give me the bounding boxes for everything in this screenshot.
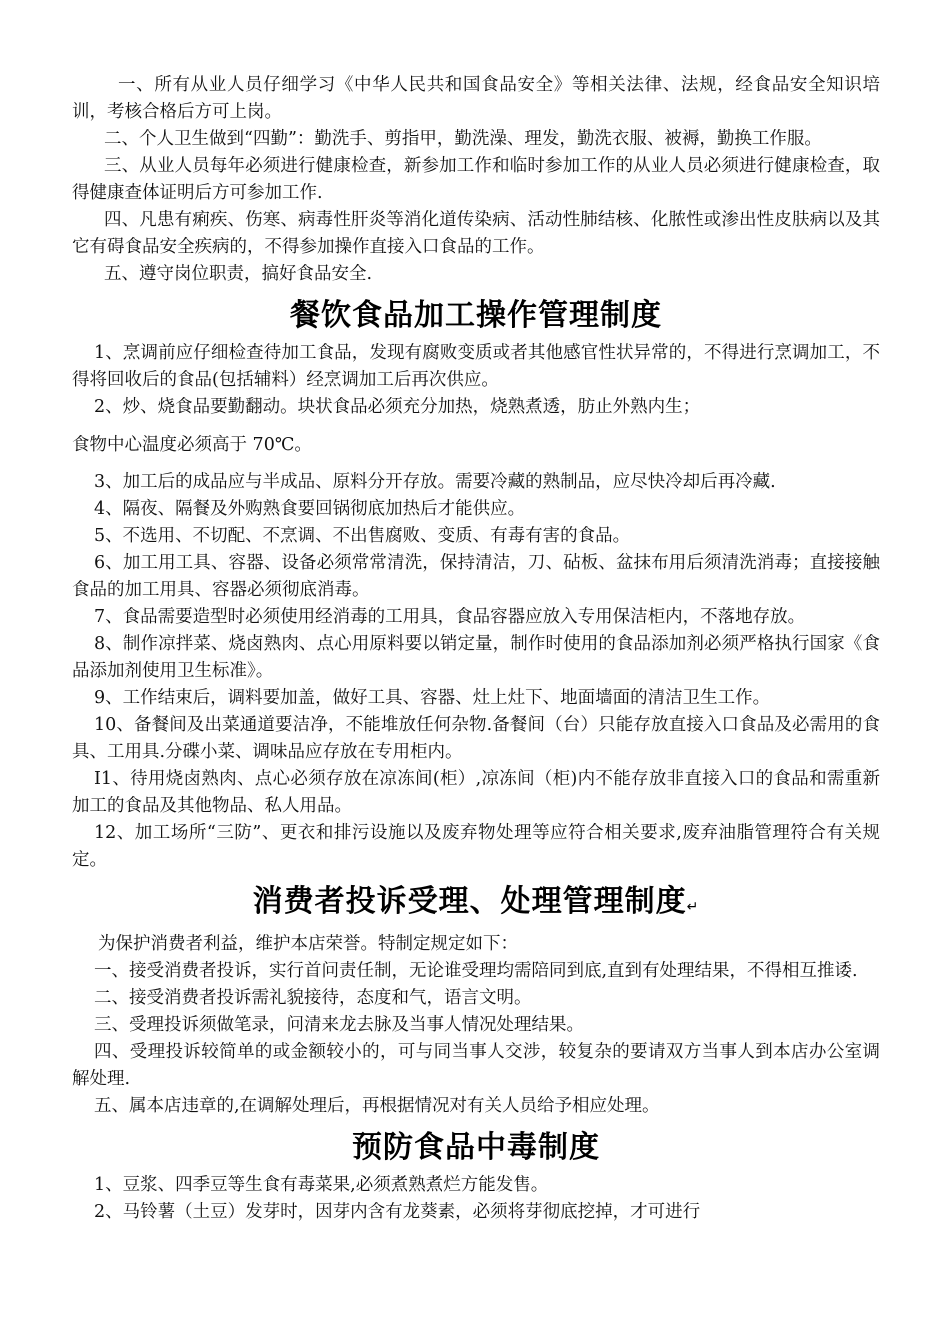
paragraph-complaints-4: 四、受理投诉较简单的或金额较小的，可与同当事人交涉，较复杂的要请双方当事人到本店办公室调解处理. [72, 1042, 880, 1089]
document-page [72, 72, 880, 1226]
paragraph-processing-9: 9、工作结束后，调料要加盖，做好工具、容器、灶上灶下、地面墙面的清洁卫生工作。 [94, 688, 771, 708]
paragraph-complaints-intro: 为保护消费者利益，维护本店荣誉。特制定规定如下： [98, 934, 518, 954]
paragraph-prevention-1: 1、豆浆、四季豆等生食有毒菜果,必须煮熟煮烂方能发售。 [94, 1175, 549, 1195]
section-title-food-processing: 餐饮食品加工操作管理制度 [290, 298, 662, 333]
section-title-poisoning-prevention: 预防食品中毒制度 [352, 1130, 600, 1165]
paragraph-processing-8: 8、制作凉拌菜、烧卤熟肉、点心用原料要以销定量，制作时使用的食品添加剂必须严格执行国家《食品添加剂使用卫生标准》。 [72, 634, 880, 681]
paragraph-rule-3: 三、从业人员每年必须进行健康检查，新参加工作和临时参加工作的从业人员必须进行健康检查，取得健康查体证明后方可参加工作. [72, 156, 880, 203]
paragraph-rule-1: 一、所有从业人员仔细学习《中华人民共和国食品安全》等相关法律、法规，经食品安全知识培训，考核合格后方可上岗。 [72, 75, 880, 122]
paragraph-processing-11: I1、待用烧卤熟肉、点心必须存放在凉冻间(柜）,凉冻间（柜)内不能存放非直接入口的食品和需重新加工的食品及其他物品、私人用品。 [72, 769, 880, 816]
paragraph-rule-4: 四、凡患有痢疾、伤寒、病毒性肝炎等消化道传染病、活动性肺结核、化脓性或渗出性皮肤病以及其它有碍食品安全疾病的，不得参加操作直接入口食品的工作。 [72, 210, 880, 257]
paragraph-mark-icon: ↵ [686, 899, 700, 915]
paragraph-processing-4: 4、隔夜、隔餐及外购熟食要回锅彻底加热后才能供应。 [94, 499, 526, 519]
paragraph-processing-7: 7、食品需要造型时必须使用经消毒的工用具，食品容器应放入专用保洁柜内，不落地存放。 [94, 607, 806, 627]
complaints-title-text: 消费者投诉受理、处理管理制度 [252, 884, 687, 919]
paragraph-complaints-5: 五、属本店违章的,在调解处理后，再根据情况对有关人员给予相应处理。 [94, 1096, 660, 1116]
section-title-complaints [72, 882, 880, 927]
paragraph-processing-6: 6、加工用工具、容器、设备必须常常清洗，保持清洁，刀、砧板、盆抹布用后须清洗消毒；直接接触食品的加工用具、容器必须彻底消毒。 [72, 553, 880, 600]
paragraph-complaints-2: 二、接受消费者投诉需礼貌接待，态度和气，语言文明。 [94, 988, 532, 1008]
paragraph-processing-3: 3、加工后的成品应与半成品、原料分开存放。需要冷藏的熟制品，应尽快冷却后再冷藏. [94, 472, 776, 492]
paragraph-complaints-1: 一、接受消费者投诉，实行首问责任制，无论谁受理均需陪同到底,直到有处理结果，不得相互推诿. [94, 961, 858, 981]
paragraph-processing-12: 12、加工场所“三防”、更衣和排污设施以及废弃物处理等应符合相关要求,废弃油脂管理符合有关规定。 [72, 823, 880, 870]
paragraph-rule-5: 五、遵守岗位职责，搞好食品安全. [104, 264, 373, 284]
paragraph-processing-10: 10、备餐间及出菜通道要洁净，不能堆放任何杂物.备餐间（台）只能存放直接入口食品及必需用的食具、工用具.分碟小菜、调味品应存放在专用柜内。 [72, 715, 880, 762]
paragraph-processing-2-cont: 食物中心温度必须高于 70℃。 [72, 435, 312, 455]
paragraph-processing-2: 2、炒、烧食品要勤翻动。块状食品必须充分加热，烧熟煮透，肪止外熟内生； [94, 397, 701, 417]
paragraph-prevention-2: 2、马铃薯（土豆）发芽时，因芽内含有龙葵素，必须将芽彻底挖掉，才可进行 [94, 1202, 701, 1222]
paragraph-complaints-3: 三、受理投诉须做笔录，问清来龙去脉及当事人情况处理结果。 [94, 1015, 584, 1035]
paragraph-processing-1: 1、烹调前应仔细检查待加工食品，发现有腐败变质或者其他感官性状异常的，不得进行烹调加工，不得将回收后的食品(包括辅料）经烹调加工后再次供应。 [72, 343, 880, 390]
paragraph-rule-2: 二、个人卫生做到“四勤”：勤洗手、剪指甲，勤洗澡、理发，勤洗衣服、被褥，勤换工作服。 [104, 129, 822, 149]
paragraph-processing-5: 5、不选用、不切配、不烹调、不出售腐败、变质、有毒有害的食品。 [94, 526, 631, 546]
